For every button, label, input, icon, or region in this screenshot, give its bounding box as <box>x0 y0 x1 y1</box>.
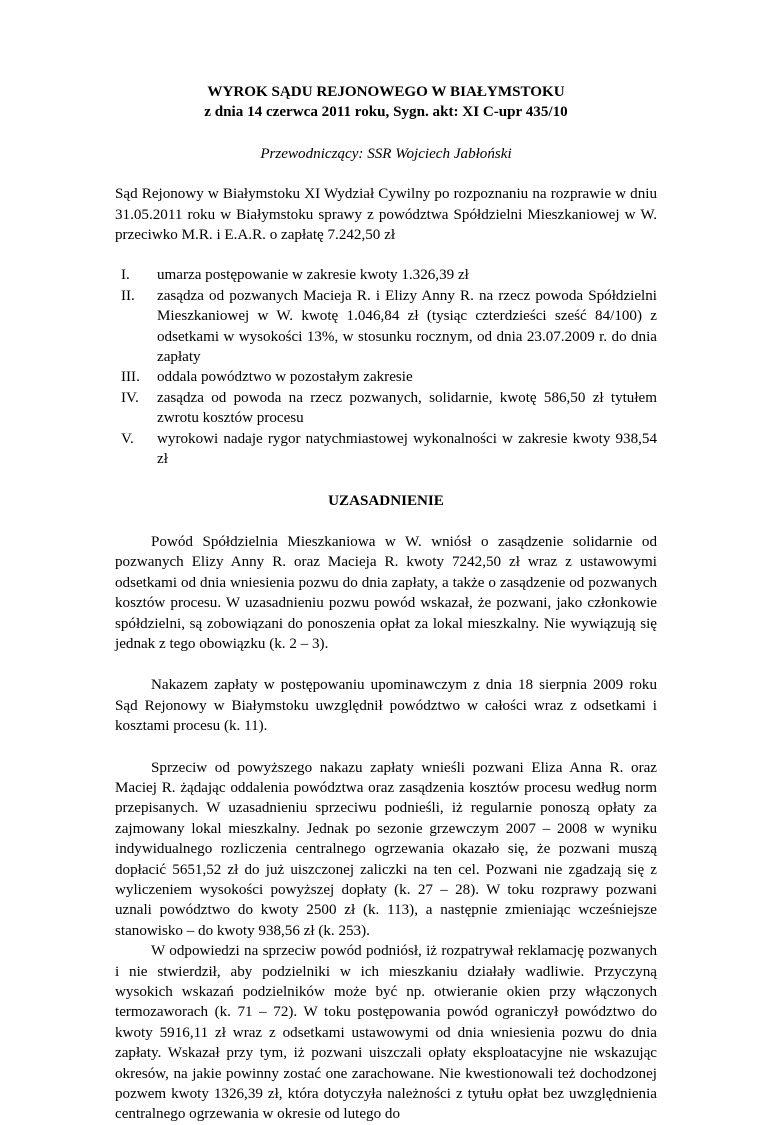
ruling-number: II. <box>121 287 135 304</box>
ruling-item <box>115 286 657 368</box>
justification-heading: UZASADNIENIE <box>328 492 444 509</box>
justification-paragraph: Powód Spółdzielnia Mieszkaniowa w W. wniósł o zasądzenie solidarnie od pozwanych Elizy Anny R. oraz Macieja R. kwoty 7242,50 zł wraz z ustawowymi odsetkami od dnia wniesienia pozwu do dnia zapłaty, a także o zasądzenie od pozwanych kosztów procesu. W uzasadnieniu pozwu powód wskazał, że pozwani, jako członkowie spółdzielni, są zobowiązani do ponoszenia opłat za lokal mieszkalny. Nie wywiązują się jednak z tego obowiązku (k. 2 – 3). <box>115 533 657 652</box>
ruling-number: IV. <box>121 389 139 406</box>
ruling-text: wyrokowi nadaje rygor natychmiastowej wykonalności w zakresie kwoty 938,54 zł <box>157 430 657 468</box>
ruling-number: III. <box>121 369 140 386</box>
ruling-item <box>115 265 657 285</box>
document-title: WYROK SĄDU REJONOWEGO W BIAŁYMSTOKU <box>207 84 565 100</box>
judgment-document <box>115 82 657 1125</box>
justification-paragraph: Nakazem zapłaty w postępowaniu upominawczym z dnia 18 sierpnia 2009 roku Sąd Rejonowy w Białymstoku uwzględnił powództwo w całości wraz z odsetkami i kosztami procesu (k. 11). <box>115 677 657 735</box>
ruling-text: zasądza od pozwanych Macieja R. i Elizy Anny R. na rzecz powoda Spółdzielni Mieszkaniowej w W. kwotę 1.046,84 zł (tysiąc czterdzieści sześć 84/100) z odsetkami w wysokości 13%, w stosunku rocznym, od dnia 23.07.2009 r. do dnia zapłaty <box>157 287 657 366</box>
rulings-list <box>115 265 657 469</box>
ruling-text: zasądza od powoda na rzecz pozwanych, solidarnie, kwotę 586,50 zł tytułem zwrotu kosztów procesu <box>157 389 657 427</box>
intro-paragraph: Sąd Rejonowy w Białymstoku XI Wydział Cywilny po rozpoznaniu na rozprawie w dniu 31.05.2011 roku w Białymstoku sprawy z powództwa Spółdzielni Mieszkaniowej w W. przeciwko M.R. i E.A.R. o zapłatę 7.242,50 zł <box>115 186 657 244</box>
justification-paragraph: W odpowiedzi na sprzeciw powód podniósł, iż rozpatrywał reklamację pozwanych i nie stwierdził, aby podzielniki w ich mieszkaniu działały wadliwie. Przyczyną wysokich wskazań podzielników może być np. otwieranie okien przy włączonych termozaworach (k. 71 – 72). W toku postępowania powód ograniczył powództwo do kwoty 5916,11 zł wraz z odsetkami ustawowymi od dnia wniesienia pozwu do dnia zapłaty. Wskazał przy tym, iż pozwani uiszczali opłaty eksploatacyjne nie wskazując okresów, na jakie powinny zostać one zarachowane. Nie kwestionowali też dochodzonej pozwem kwoty 1326,39 zł, która dotyczyła należności z tytułu opłat bez uwzględnienia centralnego ogrzewania w okresie od lutego do <box>115 943 657 1123</box>
ruling-number: I. <box>121 267 130 284</box>
justification-paragraph: Sprzeciw od powyższego nakazu zapłaty wnieśli pozwani Eliza Anna R. oraz Maciej R. żądając oddalenia powództwa oraz zasądzenia kosztów procesu według norm przepisanych. W uzasadnieniu sprzeciwu podnieśli, iż regularnie ponoszą opłaty za zajmowany lokal mieszkalny. Jednak po sezonie grzewczym 2007 – 2008 w wyniku indywidualnego rozliczenia centralnego ogrzewania okazało się, że pozwani muszą dopłacić 5651,52 zł do już uiszczonej zaliczki na ten cel. Pozwani nie zgadzają się z wyliczeniem wysokości powyższej dopłaty (k. 27 – 28). W toku rozprawy pozwani uznali powództwo do kwoty 2500 zł (k. 113), a następnie zmieniając wcześniejsze stanowisko – do kwoty 938,56 zł (k. 253). <box>115 759 657 939</box>
ruling-text: umarza postępowanie w zakresie kwoty 1.326,39 zł <box>157 267 469 284</box>
presiding-judge: Przewodniczący: SSR Wojciech Jabłoński <box>260 145 512 162</box>
ruling-item <box>115 429 657 470</box>
ruling-item <box>115 388 657 429</box>
document-subtitle: z dnia 14 czerwca 2011 roku, Sygn. akt: XI C-upr 435/10 <box>204 104 568 121</box>
ruling-text: oddala powództwo w pozostałym zakresie <box>157 369 413 386</box>
ruling-item <box>115 367 657 387</box>
ruling-number: V. <box>121 430 134 447</box>
